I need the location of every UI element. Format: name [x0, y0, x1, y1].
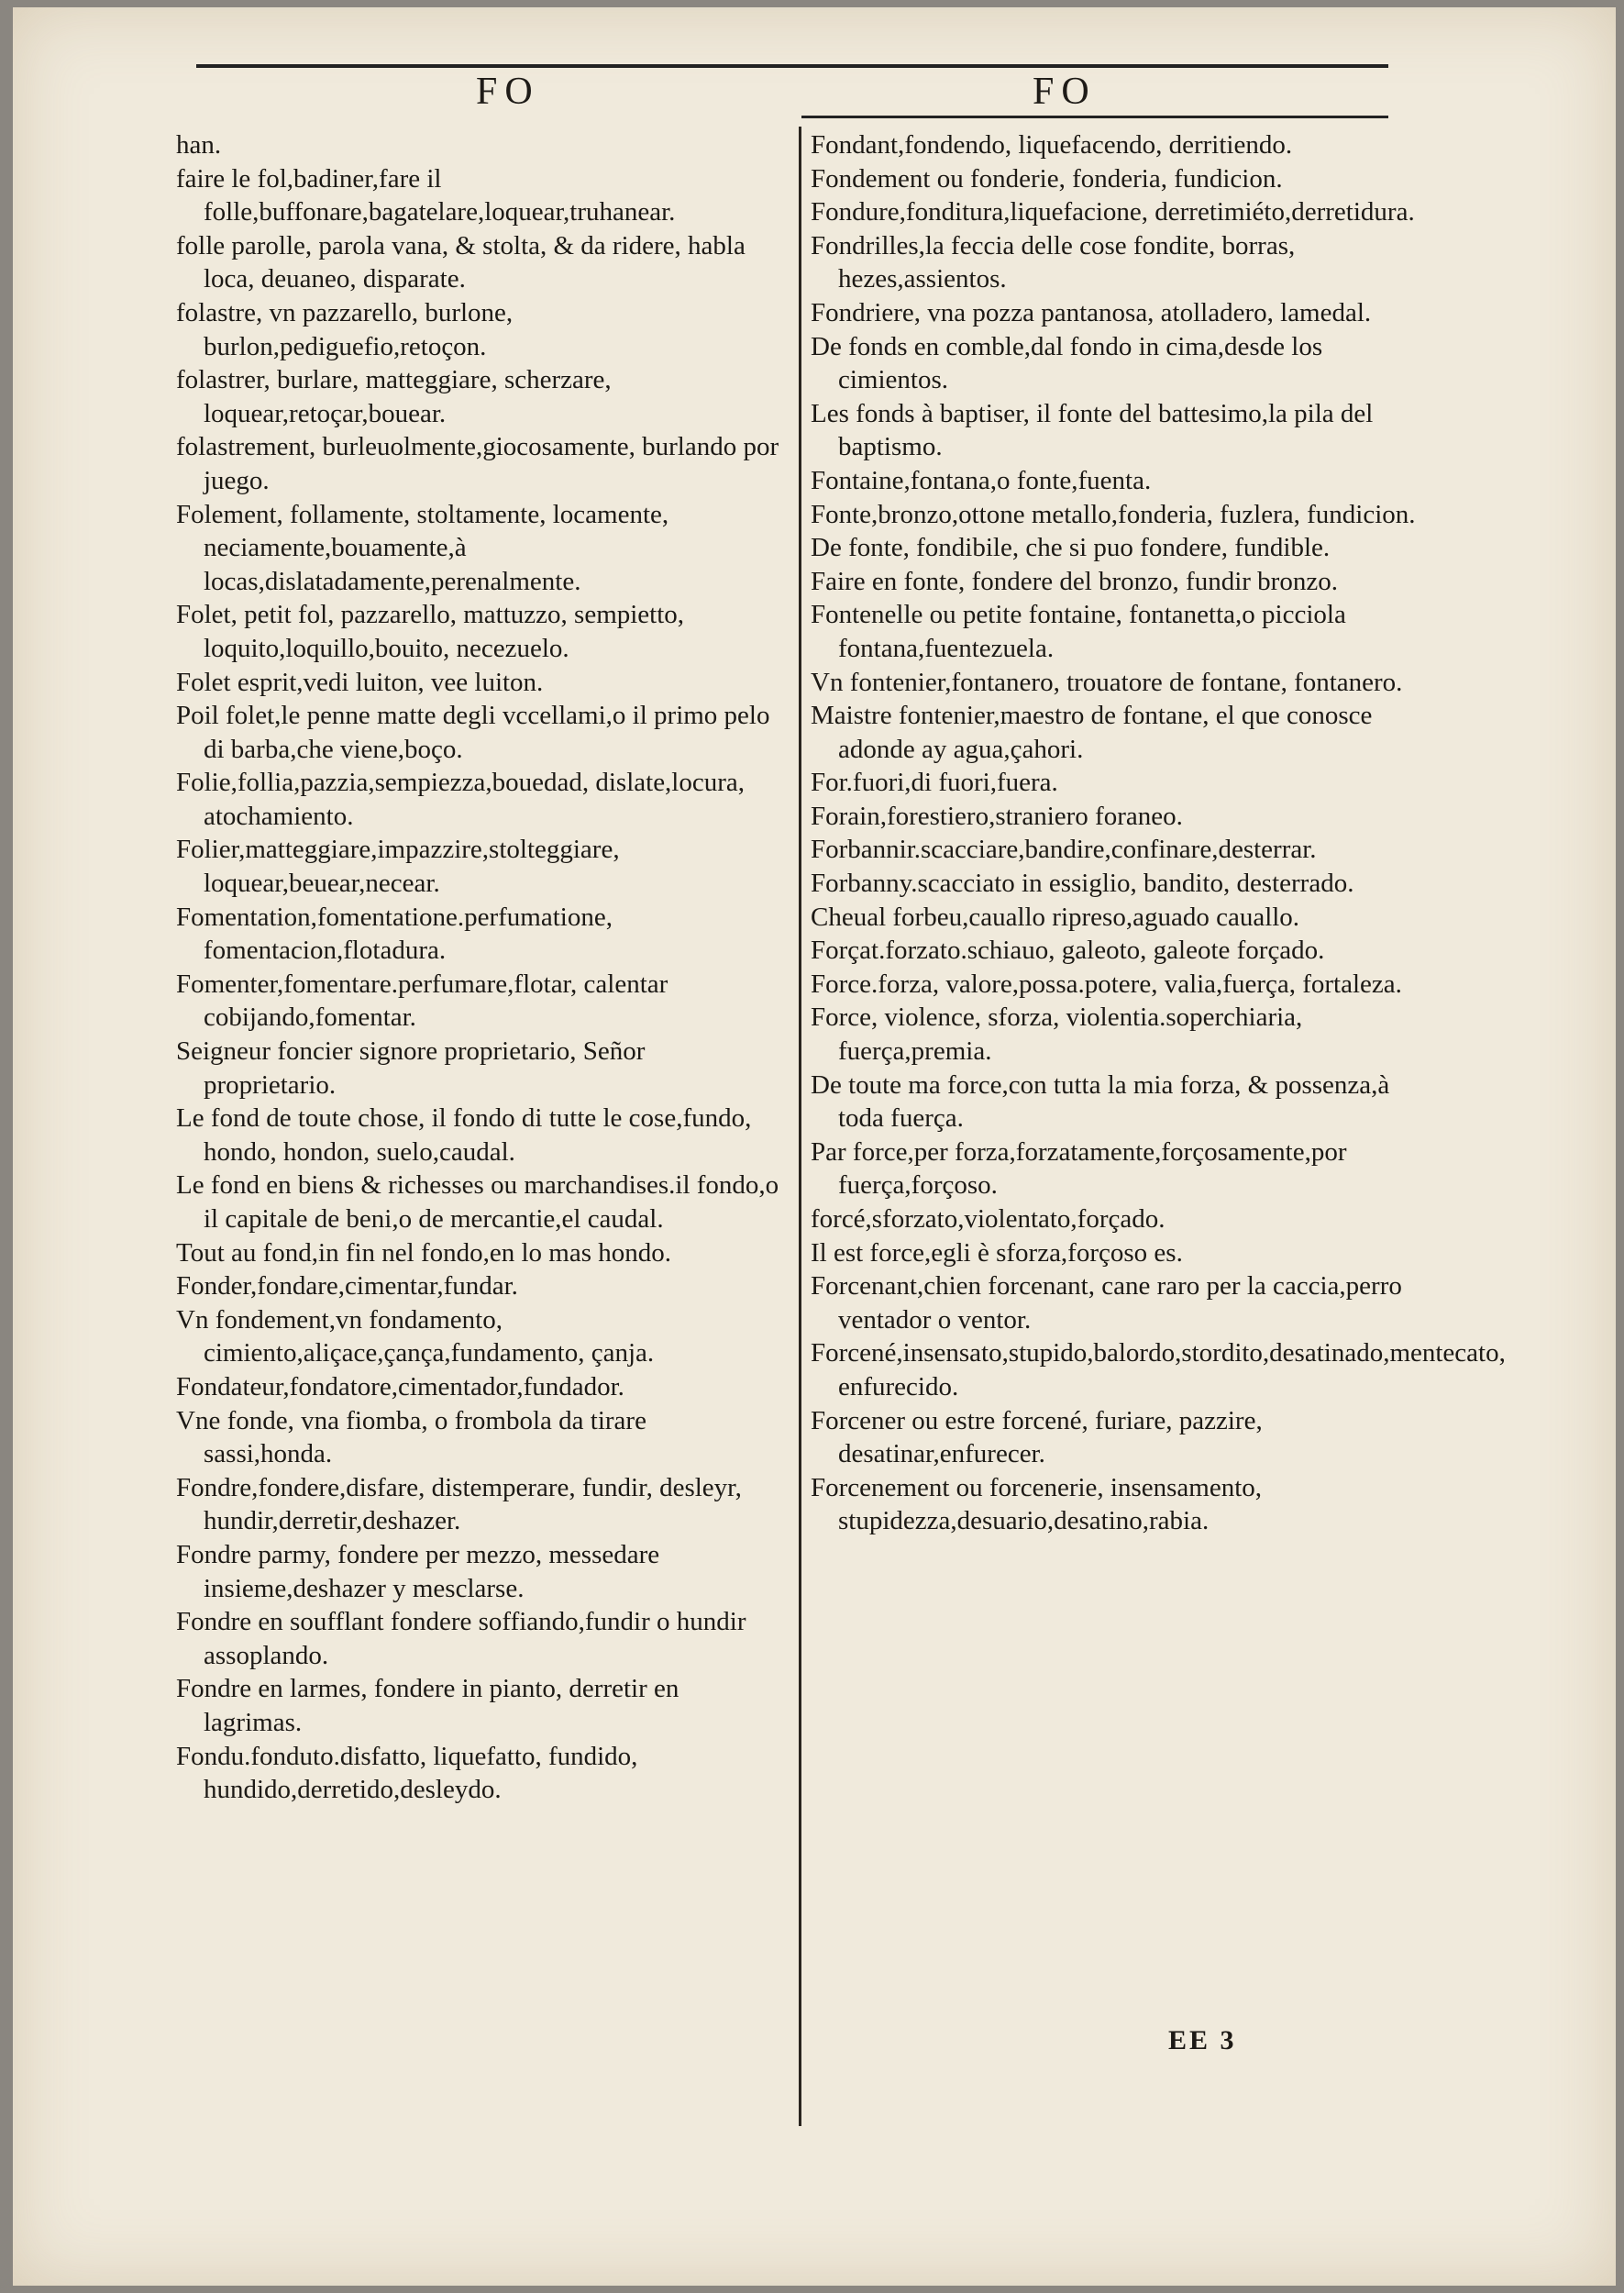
right-entry: Fondement ou fonderie, fonderia, fundicion.: [811, 163, 1283, 194]
right-entry: For.fuori,di fuori,fuera.: [811, 768, 1058, 798]
top-rule: [196, 64, 1388, 68]
left-entry: Poil folet,le penne matte degli vccellami,o il primo pelo di barba,che viene,boço.: [176, 701, 770, 764]
left-entry: Seigneur foncier signore proprietario, Señor proprietario.: [176, 1036, 646, 1100]
left-entry: Fomenter,fomentare.perfumare,flotar, calentar cobijando,fomentar.: [176, 969, 668, 1033]
right-entry: Fontenelle ou petite fontaine, fontanetta,o picciola fontana,fuentezuela.: [811, 600, 1346, 663]
right-entry: Par force,per forza,forzatamente,forçosamente,por fuerça,forçoso.: [811, 1136, 1347, 1201]
left-entry: Fondre parmy, fondere per mezzo, messedare insieme,deshazer y mesclarse.: [176, 1539, 660, 1603]
left-entry: Fomentation,fomentatione.perfumatione, fomentacion,flotadura.: [176, 902, 613, 966]
right-entry: Il est force,egli è sforza,forçoso es.: [811, 1237, 1183, 1268]
left-entry: folastre, vn pazzarello, burlone, burlon,pediguefio,retoçon.: [176, 297, 514, 361]
left-entry: Folie,follia,pazzia,sempiezza,bouedad, dislate,locura, atochamiento.: [176, 768, 746, 831]
right-entry: Les fonds à baptiser, il fonte del battesimo,la pila del baptismo.: [811, 398, 1374, 462]
left-entry: folle parolle, parola vana, & stolta, & da ridere, habla loca, deuaneo, disparate.: [176, 230, 746, 294]
right-entry: Force.forza, valore,possa.potere, valia,fuerça, fortaleza.: [811, 969, 1402, 999]
left-entry: Fondre en soufflant fondere soffiando,fundir o hundir assoplando.: [176, 1607, 746, 1670]
left-entry: folastrer, burlare, matteggiare, scherzare, loquear,retoçar,bouear.: [176, 365, 612, 428]
right-entry: Forcenement ou forcenerie, insensamento, stupidezza,desuario,desatino,rabia.: [811, 1472, 1263, 1536]
left-entry: Vn fondement,vn fondamento, cimiento,aliçace,çança,fundamento, çanja.: [176, 1304, 655, 1368]
left-entry: Fondu.fonduto.disfatto, liquefatto, fundido, hundido,derretido,desleydo.: [176, 1741, 638, 1805]
right-entry: De fonte, fondibile, che si puo fondere, fundible.: [811, 533, 1331, 563]
left-running-head: FO: [476, 71, 540, 113]
left-entry: Fondre en larmes, fondere in pianto, derretir en lagrimas.: [176, 1674, 679, 1737]
right-entry: Fondant,fondendo, liquefacendo, derritiendo.: [811, 130, 1293, 160]
right-entry: Forcenant,chien forcenant, cane raro per la caccia,perro ventador o ventor.: [811, 1271, 1402, 1335]
right-entry: Maistre fontenier,maestro de fontane, el que conosce adonde ay agua,çahori.: [811, 701, 1373, 764]
right-entry: Forçat.forzato.schiauo, galeoto, galeote forçado.: [811, 936, 1325, 966]
left-entry: Tout au fond,in fin nel fondo,en lo mas hondo.: [176, 1237, 672, 1268]
right-entry: Forcener ou estre forcené, furiare, pazzire, desatinar,enfurecer.: [811, 1405, 1263, 1469]
right-entry: Vn fontenier,fontanero, trouatore de fontane, fontanero.: [811, 667, 1403, 697]
right-entry: Cheual forbeu,cauallo ripreso,aguado cauallo.: [811, 902, 1300, 932]
right-entry: Force, violence, sforza, violentia.soperchiaria, fuerça,premia.: [811, 1002, 1303, 1067]
right-entry: Forbanny.scacciato in essiglio, bandito, desterrado.: [811, 869, 1354, 899]
left-entry: Fonder,fondare,cimentar,fundar.: [176, 1271, 518, 1302]
left-column: [176, 128, 781, 1807]
left-entry: Folet, petit fol, pazzarello, mattuzzo, sempietto, loquito,loquillo,bouito, necezuelo.: [176, 600, 685, 663]
right-entry: Fontaine,fontana,o fonte,fuenta.: [811, 465, 1152, 495]
signature-mark: EE 3: [1168, 2025, 1237, 2055]
right-entry: Fondrilles,la feccia delle cose fondite, borras, hezes,assientos.: [811, 230, 1296, 294]
right-column: [811, 128, 1506, 1538]
left-entry: folastrement, burleuolmente,giocosamente, burlando por juego.: [176, 432, 779, 495]
right-entry: De fonds en comble,dal fondo in cima,desde los cimientos.: [811, 331, 1323, 395]
left-entry: Le fond en biens & richesses ou marchandises.il fondo,o il capitale de beni,o de mercantie,el caudal.: [176, 1170, 779, 1234]
right-entry: Fondriere, vna pozza pantanosa, atolladero, lamedal.: [811, 297, 1372, 327]
left-entry: han.: [176, 130, 222, 160]
right-entry: De toute ma force,con tutta la mia forza, & possenza,à toda fuerça.: [811, 1069, 1390, 1134]
right-entry: Faire en fonte, fondere del bronzo, fundir bronzo.: [811, 566, 1338, 596]
right-entry: Fonte,bronzo,ottone metallo,fonderia, fuzlera, fundicion.: [811, 499, 1416, 529]
left-entry: Fondateur,fondatore,cimentador,fundador.: [176, 1371, 624, 1401]
left-entry: Vne fonde, vna fiomba, o frombola da tirare sassi,honda.: [176, 1405, 646, 1469]
right-entry: Fondure,fonditura,liquefacione, derretimiéto,derretidura.: [811, 197, 1415, 227]
right-entry: Forcené,insensato,stupido,balordo,stordito,desatinado,mentecato, enfurecido.: [811, 1338, 1506, 1401]
right-running-head: FO: [1033, 71, 1097, 113]
header-rule: [801, 116, 1388, 118]
left-entry: Folier,matteggiare,impazzire,stolteggiare, loquear,beuear,necear.: [176, 835, 620, 899]
right-entry: forcé,sforzato,violentato,forçado.: [811, 1204, 1166, 1234]
left-entry: Le fond de toute chose, il fondo di tutte le cose,fundo, hondo, hondon, suelo,caudal.: [176, 1103, 752, 1167]
left-entry: faire le fol,badiner,fare il folle,buffonare,bagatelare,loquear,truhanear.: [176, 163, 676, 227]
right-entry: Forain,forestiero,straniero foraneo.: [811, 801, 1183, 831]
column-divider: [799, 127, 801, 2126]
page: [13, 7, 1616, 2286]
left-entry: Fondre,fondere,disfare, distemperare, fundir, desleyr, hundir,derretir,deshazer.: [176, 1472, 742, 1536]
left-entry: Folement, follamente, stoltamente, locamente, neciamente,bouamente,à locas,dislatadamente,perenalmente.: [176, 499, 669, 596]
right-entry: Forbannir.scacciare,bandire,confinare,desterrar.: [811, 835, 1317, 865]
left-entry: Folet esprit,vedi luiton, vee luiton.: [176, 667, 544, 697]
